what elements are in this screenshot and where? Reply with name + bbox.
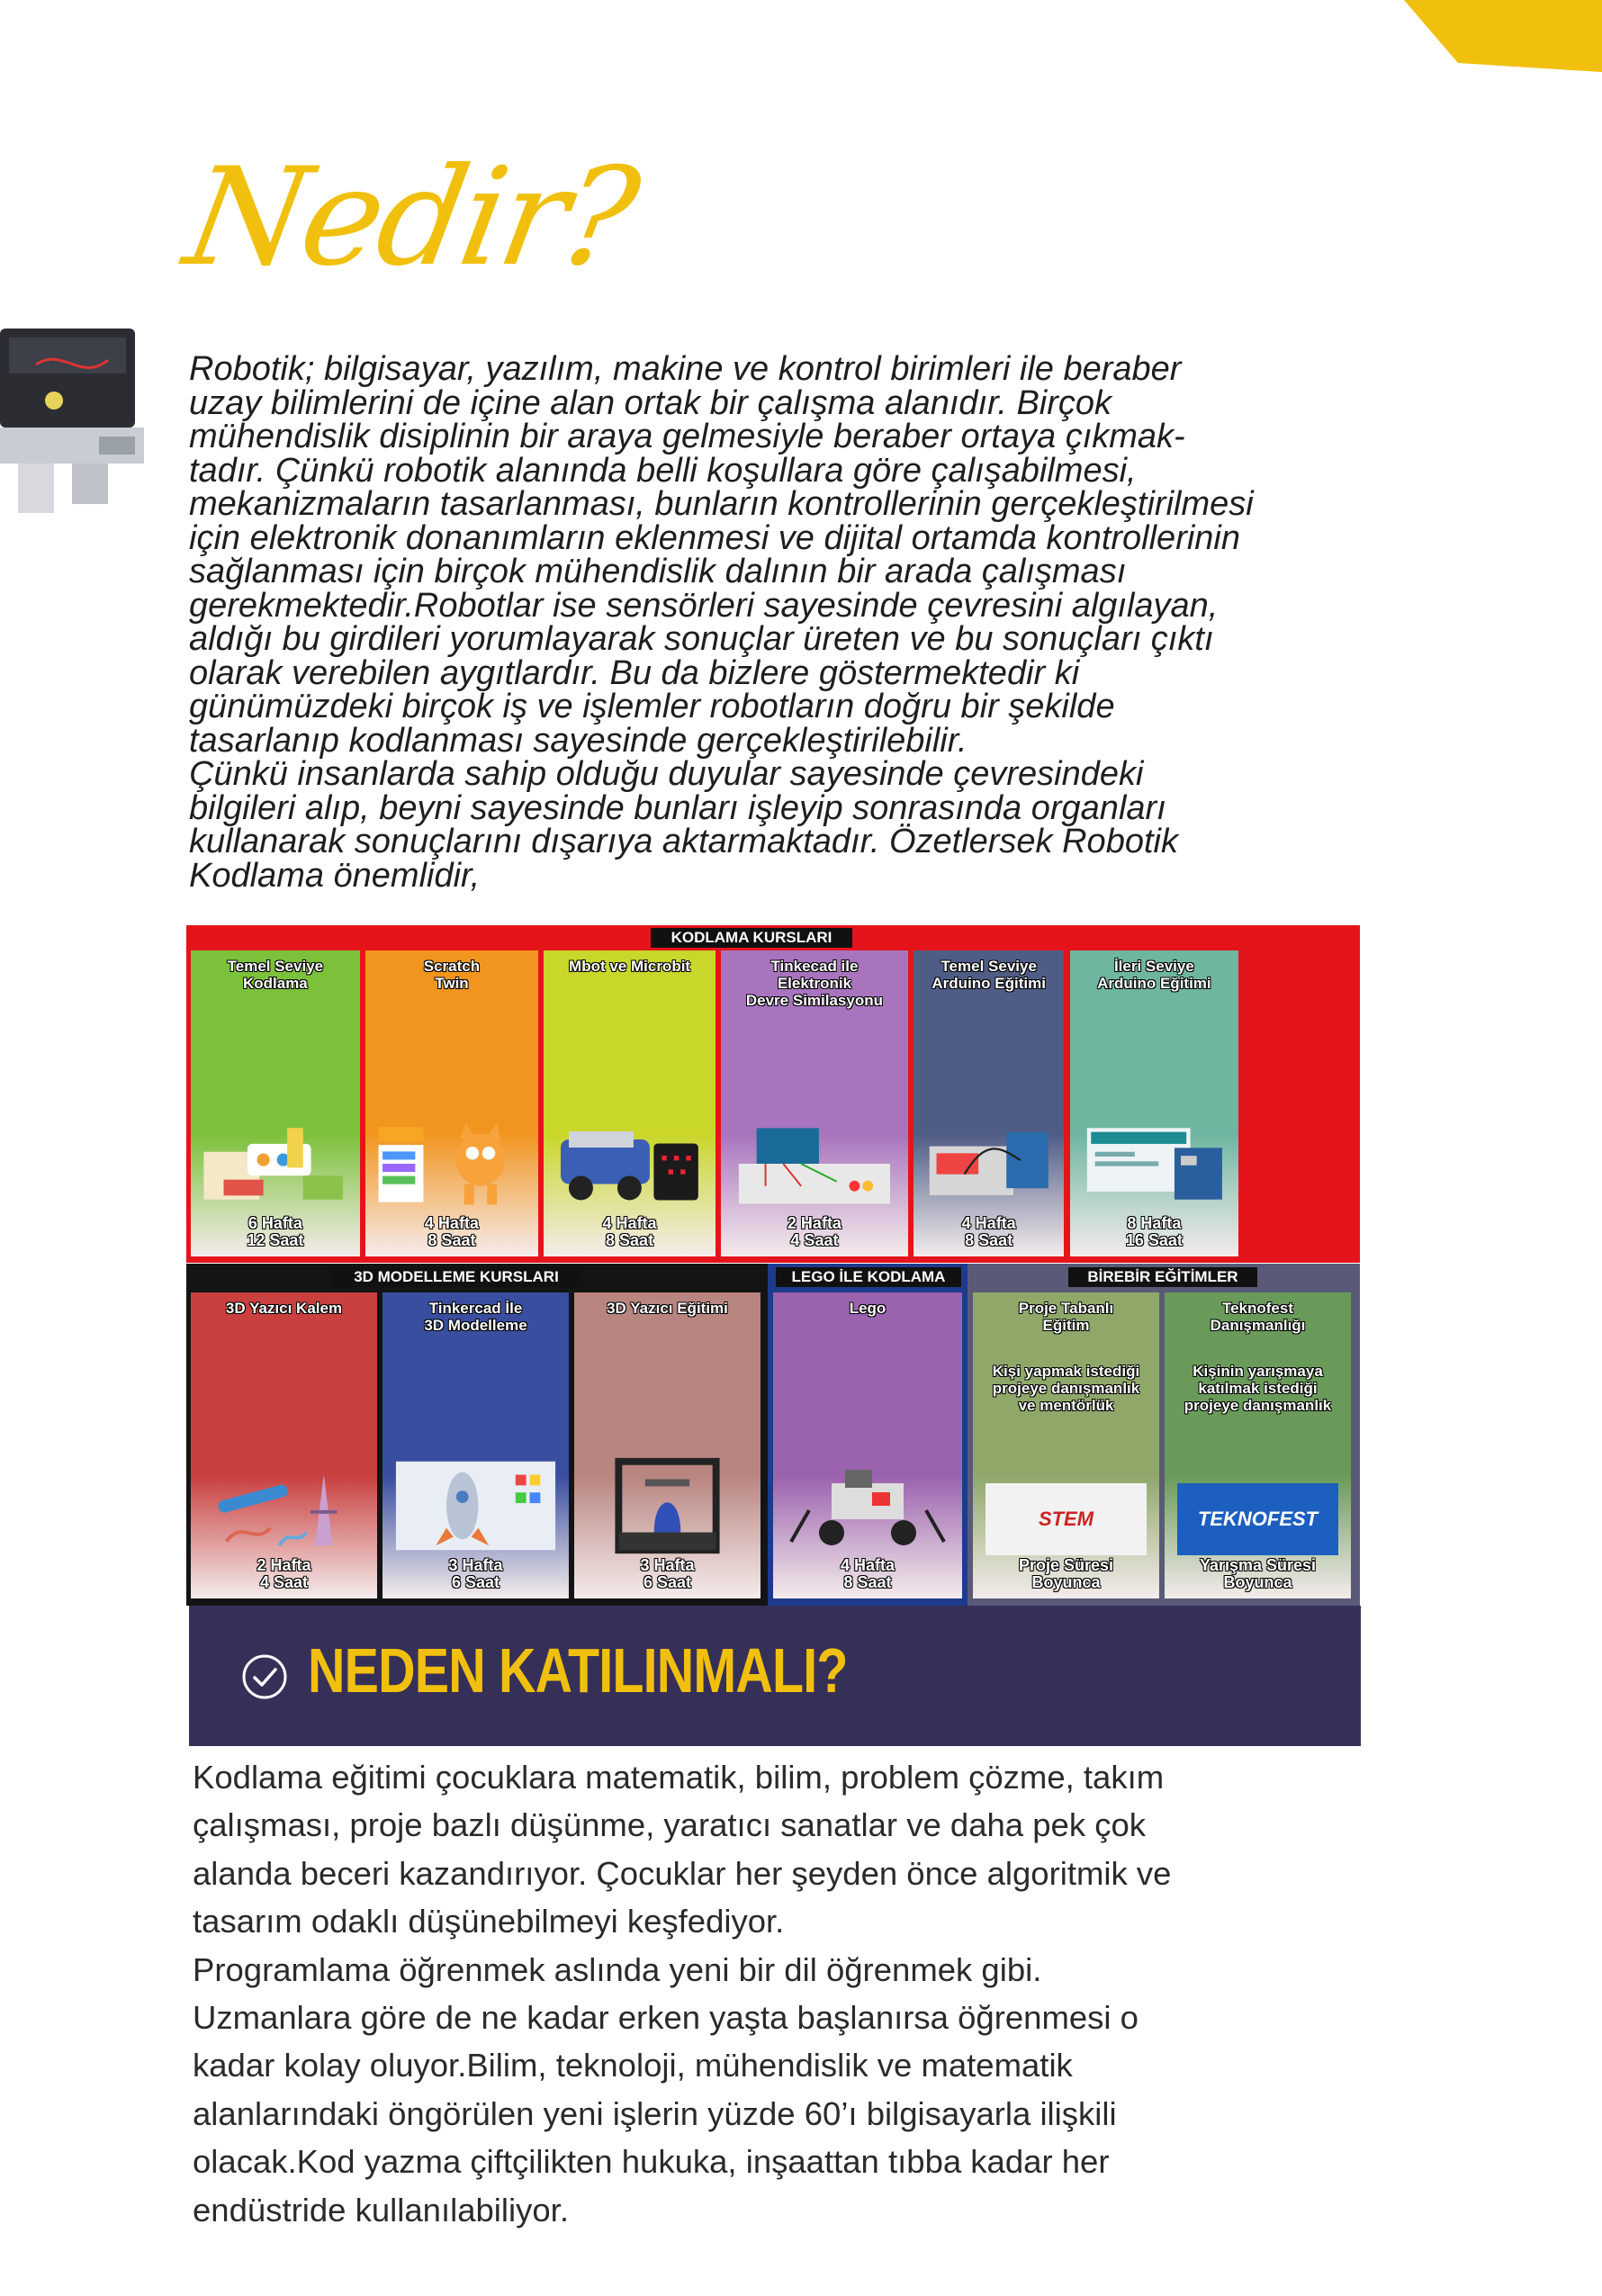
- why-join-title: NEDEN KATILINMALI?: [308, 1635, 848, 1706]
- course-subtitle: Kişinin yarışmaya katılmak istediği projeye danışmanlık: [1184, 1363, 1332, 1414]
- check-circle-icon: [241, 1653, 288, 1700]
- robot-kit-photo: [0, 311, 148, 518]
- private-training-tile: [1165, 1292, 1351, 1598]
- lego-course-tile: [773, 1292, 962, 1598]
- course-illustration: [200, 1456, 368, 1555]
- why-join-banner: [189, 1606, 1361, 1746]
- course-illustration: [922, 1114, 1056, 1213]
- section-label-lego: LEGO İLE KODLAMA: [776, 1267, 961, 1287]
- course-title: Proje Tabanlı Eğitim: [1018, 1300, 1114, 1334]
- section-label-coding: KODLAMA KURSLARI: [651, 928, 852, 948]
- coding-course-tile: [1070, 950, 1239, 1256]
- course-duration: Yarışma Süresi Boyunca: [1199, 1556, 1317, 1591]
- course-duration: 4 Hafta 8 Saat: [602, 1214, 657, 1249]
- course-title: Tinkecad ile Elektronik Devre Similasyonu: [745, 958, 883, 1009]
- course-title: Teknofest Danışmanlığı: [1210, 1300, 1306, 1334]
- course-title: 3D Yazıcı Kalem: [225, 1300, 343, 1317]
- course-duration: 3 Hafta 6 Saat: [448, 1556, 503, 1591]
- course-title: Temel Seviye Arduino Eğitimi: [932, 958, 1046, 992]
- private-training-tile: [973, 1292, 1159, 1598]
- why-paragraph: Kodlama eğitimi çocuklara matematik, bilim, problem çözme, takım çalışması, proje bazlı düşünme, yaratıcı sanatlar ve daha pek çok alanda beceri kazandırıyor. Çocuklar her şeyden önce algoritmik ve tasarım odaklı düşünebilmeyi keşfediyor. Programlama öğrenmek aslında yeni bir dil öğrenmek gibi. Uzmanlara göre de ne kadar erken yaşta başlanırsa öğrenmesi o kadar kolay oluyor.Bilim, teknoloji, mühendislik ve matematik alanlarındaki öngörülen yeni işlerin yüzde 60’ı bilgisayarla ilişkili olacak.Kod yazma çiftçilikten hukuka, inşaattan tıbba kadar her endüstride kullanılabiliyor.: [193, 1759, 1172, 2228]
- section-label-modeling: 3D MODELLEME KURSLARI: [330, 1267, 582, 1287]
- page-heading: Nedir?: [175, 140, 646, 296]
- course-title: 3D Yazıcı Eğitimi: [607, 1300, 728, 1317]
- coding-course-tile: [914, 950, 1065, 1256]
- course-illustration: [583, 1456, 752, 1555]
- modeling-course-tile: [574, 1292, 760, 1598]
- modeling-course-tile: [191, 1292, 377, 1598]
- course-duration: 6 Hafta 12 Saat: [247, 1214, 304, 1249]
- coding-course-tile: [544, 950, 716, 1256]
- course-duration: 2 Hafta 4 Saat: [787, 1214, 842, 1249]
- course-duration: 4 Hafta 8 Saat: [961, 1214, 1016, 1249]
- coding-course-tile: [365, 950, 538, 1256]
- course-duration: 2 Hafta 4 Saat: [256, 1556, 311, 1591]
- coding-course-tile: [191, 950, 360, 1256]
- course-title: Tinkercad İle 3D Modelleme: [424, 1300, 527, 1334]
- course-title: İleri Seviye Arduino Eğitimi: [1097, 958, 1211, 992]
- section-label-private: BİREBİR EĞİTİMLER: [1068, 1267, 1257, 1287]
- course-illustration: [782, 1456, 953, 1555]
- course-title: Lego: [849, 1300, 886, 1317]
- intro-paragraph: Robotik; bilgisayar, yazılım, makine ve kontrol birimleri ile beraber uzay bilimlerini de içine alan ortak bir çalışma alanıdır. Birçok mühendislik disiplinin bir araya gelmesiyle beraber ortaya çıkmak- tadır. Çünkü robotik alanında belli koşullara göre çalışabilmesi, mekanizmaların tasarlanması, bunların kontrollerinin gerçekleştirilmesi için elektronik donanımların eklenmesi ve dijital ortamda kontrollerinin sağlanması için birçok mühendislik dalının bir arada çalışması gerekmektedir.Robotlar ise sensörleri sayesinde çevresini algılayan, aldığı bu girdileri yorumlayarak sonuçlar üreten ve bu sonuçları çıktı olarak verebilen aygıtlardır. Bu da bizlere göstermektedir ki günümüzdeki birçok iş ve işlemler robotların doğru bir şekilde tasarlanıp kodlanması sayesinde gerçekleştirilebilir. Çünkü insanlarda sahip olduğu duyular sayesinde çevresindeki bilgileri alıp, beyni sayesinde bunları işleyip sonrasında organları kullanarak sonuçlarını dışarıya aktarmaktadır. Özetlersek Robotik Kodlama önemlidir,: [189, 350, 1254, 895]
- course-illustration: [200, 1114, 351, 1213]
- course-illustration: [553, 1114, 706, 1213]
- course-title: Temel Seviye Kodlama: [227, 958, 324, 992]
- course-duration: 3 Hafta 6 Saat: [640, 1556, 695, 1591]
- course-duration: 4 Hafta 8 Saat: [424, 1214, 479, 1249]
- course-title: Scratch Twin: [423, 958, 481, 992]
- course-infographic: [186, 925, 1360, 1606]
- course-illustration: [392, 1456, 560, 1555]
- course-duration: Proje Süresi Boyunca: [1018, 1556, 1114, 1591]
- course-title: Mbot ve Microbit: [569, 958, 691, 975]
- course-illustration: [374, 1114, 529, 1213]
- course-illustration: [1079, 1114, 1230, 1213]
- coding-course-tile: [721, 950, 908, 1256]
- course-badge-logo: STEM: [986, 1483, 1147, 1555]
- course-badge-logo: TEKNOFEST: [1177, 1483, 1338, 1555]
- course-illustration: [730, 1114, 899, 1213]
- course-duration: 8 Hafta 16 Saat: [1125, 1214, 1183, 1249]
- corner-tab-decoration: [1368, 0, 1602, 72]
- course-subtitle: Kişi yapmak istediği projeye danışmanlık ve mentörlük: [992, 1363, 1140, 1414]
- course-duration: 4 Hafta 8 Saat: [840, 1556, 896, 1591]
- modeling-course-tile: [382, 1292, 569, 1598]
